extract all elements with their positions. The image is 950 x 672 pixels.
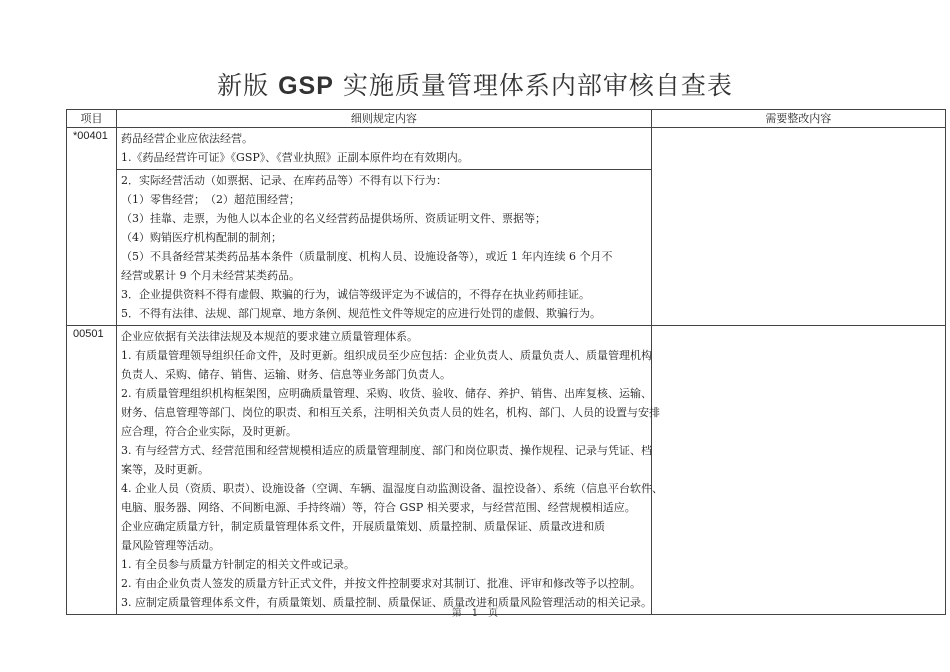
item-code: 00501 bbox=[67, 326, 117, 615]
rule-line: 经营或累计 9 个月未经营某类药品。 bbox=[121, 269, 301, 282]
rule-line: 案等，及时更新。 bbox=[121, 463, 210, 476]
rule-line: 1. 有质量管理领导组织任命文件，及时更新。组织成员至少应包括：企业负责人、质量负责人、质量管理机构 bbox=[121, 349, 653, 362]
table-row bbox=[67, 326, 946, 615]
header-item: 项目 bbox=[67, 110, 117, 128]
rule-line: 企业应确定质量方针，制定质量管理体系文件，开展质量策划、质量控制、质量保证、质量改进和质 bbox=[121, 520, 606, 533]
rule-line: 电脑、服务器、网络、不间断电源、手持终端）等，符合 GSP 相关要求，与经营范围、经营规模相适应。 bbox=[121, 501, 636, 514]
header-fix: 需要整改内容 bbox=[651, 110, 945, 128]
rule-line: 企业应依据有关法律法规及本规范的要求建立质量管理体系。 bbox=[121, 330, 419, 343]
rule-line: 量风险管理等活动。 bbox=[121, 539, 221, 552]
rule-line: 5．不得有法律、法规、部门规章、地方条例、规范性文件等规定的应进行处罚的虚假、欺骗行为。 bbox=[121, 307, 602, 320]
rule-block bbox=[117, 326, 664, 614]
rule-block bbox=[117, 128, 651, 169]
rule-block bbox=[117, 169, 651, 325]
fix-cell[interactable] bbox=[651, 326, 945, 615]
audit-table bbox=[66, 109, 946, 615]
page-number: 第 1 页 bbox=[451, 608, 499, 619]
rule-line: 4. 企业人员（资质、职责）、设施设备（空调、车辆、温湿度自动监测设备、温控设备）、系统（信息平台软件、 bbox=[121, 482, 664, 495]
rules-cell bbox=[117, 326, 664, 615]
rule-line: （4）购销医疗机构配制的制剂； bbox=[121, 231, 283, 244]
header-rules: 细则规定内容 bbox=[117, 110, 652, 128]
rule-line: 1. 有全员参与质量方针制定的相关文件或记录。 bbox=[121, 558, 356, 571]
rule-line: 2．实际经营活动（如票据、记录、在库药品等）不得有以下行为： bbox=[121, 174, 448, 187]
rule-line: 2. 有由企业负责人签发的质量方针正式文件，并按文件控制要求对其制订、批准、评审和修改等予以控制。 bbox=[121, 577, 642, 590]
rule-line: 2. 有质量管理组织机构框架图，应明确质量管理、采购、收货、验收、储存、养护、销售、出库复核、运输、 bbox=[121, 387, 653, 400]
rule-line: 3. 应制定质量管理体系文件，有质量策划、质量控制、质量保证、质量改进和质量风险管理活动的相关记录。 bbox=[121, 596, 653, 609]
rule-line: 3. 有与经营方式、经营范围和经营规模相适应的质量管理制度、部门和岗位职责、操作规程、记录与凭证、档 bbox=[121, 444, 653, 457]
rule-line: 药品经营企业应依法经营。 bbox=[121, 132, 254, 145]
fix-cell[interactable] bbox=[651, 128, 945, 326]
rule-line: 财务、信息管理等部门、岗位的职责、和相互关系，注明相关负责人员的姓名，机构、部门、人员的设置与安排 bbox=[121, 406, 661, 419]
table-header-row bbox=[67, 110, 946, 128]
rule-line: （3）挂靠、走票，为他人以本企业的名义经营药品提供场所、资质证明文件、票据等； bbox=[121, 212, 547, 225]
rule-line: 1.《药品经营许可证》《GSP》、《营业执照》正副本原件均在有效期内。 bbox=[121, 151, 469, 164]
rule-line: 3．企业提供资料不得有虚假、欺骗的行为，诚信等级评定为不诚信的，不得存在执业药师挂证。 bbox=[121, 288, 591, 301]
rule-line: 应合理，符合企业实际，及时更新。 bbox=[121, 425, 298, 438]
table-row bbox=[67, 128, 946, 326]
page-title: 新版 GSP 实施质量管理体系内部审核自查表 bbox=[217, 71, 733, 100]
item-code: *00401 bbox=[67, 128, 117, 326]
rule-line: （1）零售经营； （2）超范围经营； bbox=[121, 193, 301, 206]
rules-cell bbox=[117, 128, 652, 326]
rule-line: （5）不具备经营某类药品基本条件（质量制度、机构人员、设施设备等），或近 1 年内连续 6 个月不 bbox=[121, 250, 613, 263]
rule-line: 负责人、采购、储存、销售、运输、财务、信息等业务部门负责人。 bbox=[121, 368, 452, 381]
